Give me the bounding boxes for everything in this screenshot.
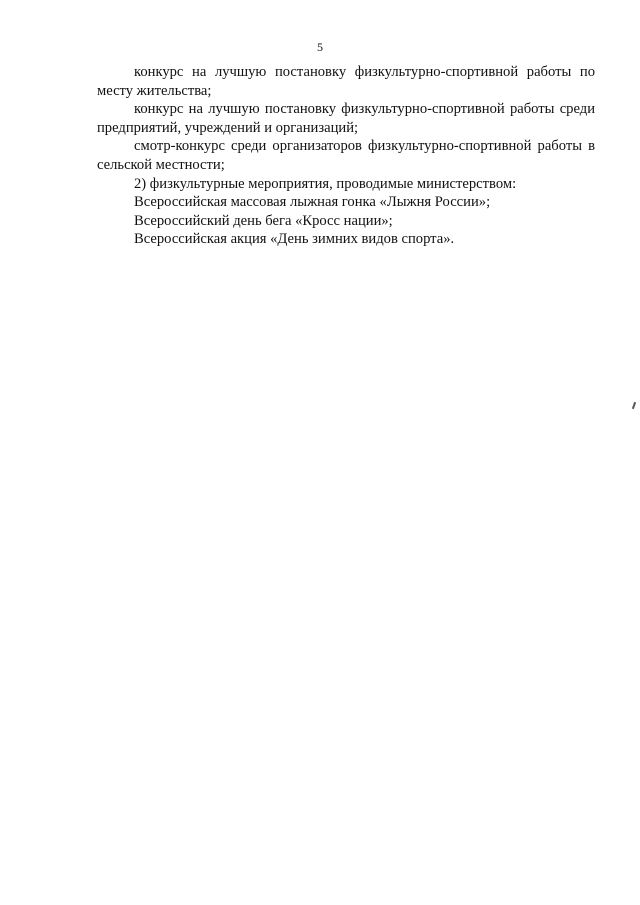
- page-number: 5: [317, 40, 323, 54]
- paragraph-contest-residence: конкурс на лучшую постановку физкультурно-спортивной работы по месту жительства;: [97, 64, 595, 99]
- paragraph-ministry-events: 2) физкультурные мероприятия, проводимые министерством:: [134, 175, 517, 192]
- body-text: [97, 63, 595, 249]
- paragraph-running-day: Всероссийский день бега «Кросс нации»;: [134, 212, 393, 229]
- scan-mark: [632, 402, 636, 409]
- paragraph-review-contest-rural: смотр-конкурс среди организаторов физкультурно-спортивной работы в сельской местности;: [97, 138, 595, 173]
- paragraph-contest-enterprises: конкурс на лучшую постановку физкультурно-спортивной работы среди предприятий, учреждений и организаций;: [97, 101, 595, 136]
- paragraph-winter-sports-day: Всероссийская акция «День зимних видов спорта».: [134, 231, 455, 248]
- paragraph-ski-race: Всероссийская массовая лыжная гонка «Лыжня России»;: [134, 194, 491, 211]
